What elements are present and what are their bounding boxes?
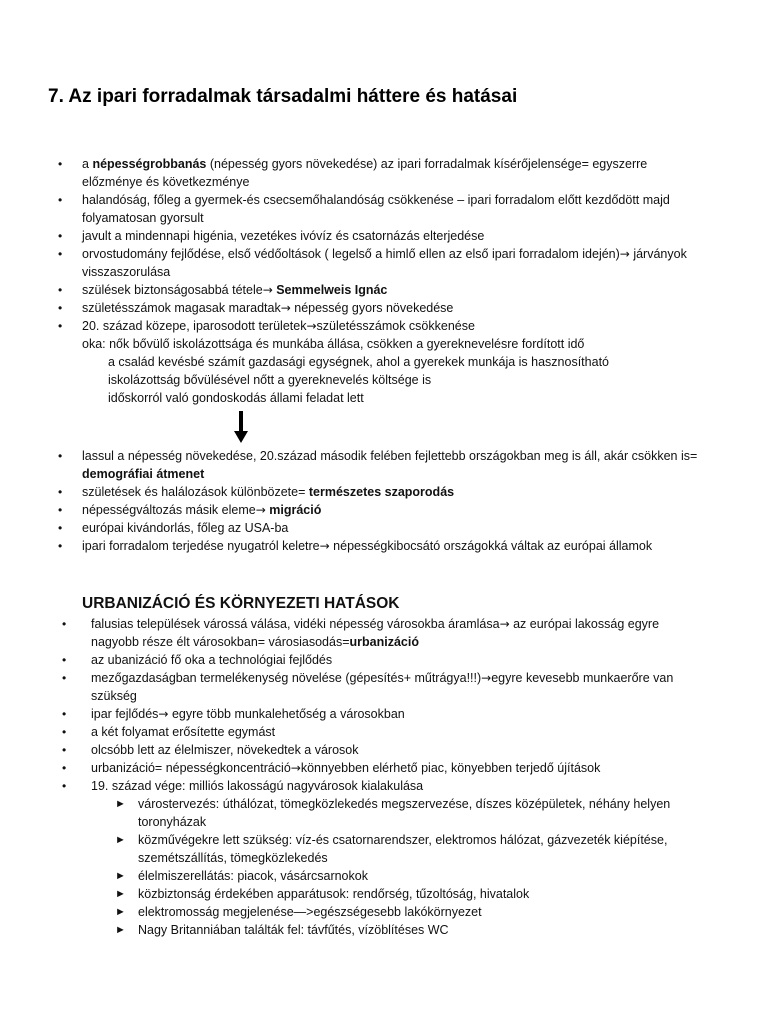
list-item: • mezőgazdaságban termelékenység növelése (gépesítés+ műtrágya!!!)→egyre kevesebb munkaerőre van szükség: [62, 671, 674, 703]
bullet-icon: •: [62, 761, 67, 775]
bullet-icon: •: [58, 503, 63, 517]
bullet-icon: •: [62, 653, 67, 667]
triangle-bullet-icon: ►: [115, 888, 126, 900]
list-item: • urbanizáció= népességkoncentráció→könnyebben elérhető piac, könyebben terjedő újítások: [62, 761, 601, 775]
arrow-right-icon: →: [306, 319, 317, 333]
list-item: • szülések biztonságosabbá tétele→ Semmelweis Ignác: [58, 283, 388, 297]
triangle-bullet-icon: ►: [115, 870, 126, 882]
list-item: • javult a mindennapi higénia, vezetékes ivóvíz és csatornázás elterjedése: [58, 229, 485, 243]
list-item: • halandóság, főleg a gyermek-és csecsemőhalandóság csökkenése – ipari forradalom előtt kezdődött majd folyamatosan gyorsult: [58, 193, 670, 225]
urbanization-list: [0, 615, 768, 939]
cause-line: oka: nők bővülő iskolázottsága és munkába állása, csökken a gyereknevelésre fordított idő: [82, 337, 585, 351]
list-item: • ipari forradalom terjedése nyugatról keletre→ népességkibocsátó országokká váltak az európai államok: [58, 539, 653, 553]
bullet-icon: •: [58, 319, 63, 333]
bullet-icon: •: [58, 157, 63, 171]
list-item: • a népességrobbanás (népesség gyors növekedése) az ipari forradalmak kísérőjelensége= egyszerre előzménye és következménye: [58, 157, 648, 189]
list-item: • 19. század vége: milliós lakosságú nagyvárosok kialakulása: [62, 779, 424, 793]
sub-list-item: ► élelmiszerellátás: piacok, vásárcsarnokok: [115, 869, 368, 883]
bullet-icon: •: [58, 539, 63, 553]
bullet-icon: •: [62, 707, 67, 721]
arrow-right-icon: →: [290, 761, 301, 775]
bullet-icon: •: [58, 521, 63, 535]
bullet-icon: •: [62, 617, 67, 631]
list-item: • európai kivándorlás, főleg az USA-ba: [58, 521, 289, 535]
bullet-icon: •: [58, 283, 63, 297]
list-item: • születések és halálozások különbözete= természetes szaporodás: [58, 485, 455, 499]
cause-detail: időskorról való gondoskodás állami feladat lett: [108, 391, 364, 405]
list-item: • lassul a népesség növekedése, 20.század második felében fejlettebb országokban meg is áll, akár csökken is= demográfiai átmenet: [58, 449, 698, 481]
bullet-icon: •: [58, 301, 63, 315]
arrow-right-icon: →: [481, 671, 492, 685]
bullet-icon: •: [58, 485, 63, 499]
cause-detail: iskolázottság bővülésével nőtt a gyereknevelés költsége is: [108, 373, 432, 387]
list-item: • olcsóbb lett az élelmiszer, növekedtek a városok: [62, 743, 359, 757]
sub-list-item: ► Nagy Britanniában találták fel: távfűtés, vízöblítéses WC: [115, 923, 449, 937]
sub-list-item: ► elektromosság megjelenése—>egészségesebb lakókörnyezet: [115, 905, 482, 919]
page-title: 7. Az ipari forradalmak társadalmi háttere és hatásai: [48, 86, 518, 107]
sub-list-item: ► várostervezés: úthálózat, tömegközlekedés megszervezése, díszes középületek, néhány helyen toronyházak: [115, 797, 671, 829]
arrow-right-icon: →: [319, 539, 330, 553]
sub-list-item: ► közművégekre lett szükség: víz-és csatornarendszer, elektromos hálózat, gázvezeték kiépítése, szemétszállítás, tömegközlekedés: [115, 833, 668, 865]
cause-detail: a család kevésbé számít gazdasági egységnek, ahol a gyerekek munkája is hasznosítható: [108, 355, 609, 369]
arrow-right-icon: →: [255, 503, 266, 517]
down-arrow-icon: [0, 407, 768, 447]
arrow-right-icon: →: [280, 301, 291, 315]
sub-list-item: ► közbiztonság érdekében apparátusok: rendőrség, tűzoltóság, hivatalok: [115, 887, 530, 901]
arrow-right-icon: →: [499, 617, 510, 631]
bullet-icon: •: [62, 725, 67, 739]
triangle-bullet-icon: ►: [115, 834, 126, 846]
arrow-right-icon: →: [262, 283, 273, 297]
population-list: [0, 155, 768, 939]
list-item: • az ubanizáció fő oka a technológiai fejlődés: [62, 653, 333, 667]
arrow-down-icon: [234, 411, 248, 443]
list-item: • a két folyamat erősítette egymást: [62, 725, 276, 739]
triangle-bullet-icon: ►: [115, 924, 126, 936]
bullet-icon: •: [58, 449, 63, 463]
list-item: • falusias települések várossá válása, vidéki népesség városokba áramlása→ az európai lakosság egyre nagyobb része élt városokban= városiasodás=urbanizáció: [62, 617, 660, 649]
arrow-right-icon: →: [158, 707, 169, 721]
list-item: • ipar fejlődés→ egyre több munkalehetőség a városokban: [62, 707, 405, 721]
bullet-icon: •: [62, 743, 67, 757]
bullet-icon: •: [58, 247, 63, 261]
bullet-icon: •: [58, 193, 63, 207]
bullet-icon: •: [62, 671, 67, 685]
bullet-icon: •: [62, 779, 67, 793]
triangle-bullet-icon: ►: [115, 906, 126, 918]
list-item: • 20. század közepe, iparosodott területek→születésszámok csökkenése: [58, 319, 475, 333]
triangle-bullet-icon: ►: [115, 798, 126, 810]
section-heading: URBANIZÁCIÓ ÉS KÖRNYEZETI HATÁSOK: [82, 595, 400, 612]
list-item: • születésszámok magasak maradtak→ népesség gyors növekedése: [58, 301, 454, 315]
list-item: • népességváltozás másik eleme→ migráció: [58, 503, 322, 517]
bullet-icon: •: [58, 229, 63, 243]
list-item: • orvostudomány fejlődése, első védőoltások ( legelső a himlő ellen az első ipari forradalom idején)→ járványok visszaszorulása: [58, 247, 687, 279]
arrow-right-icon: →: [619, 247, 630, 261]
